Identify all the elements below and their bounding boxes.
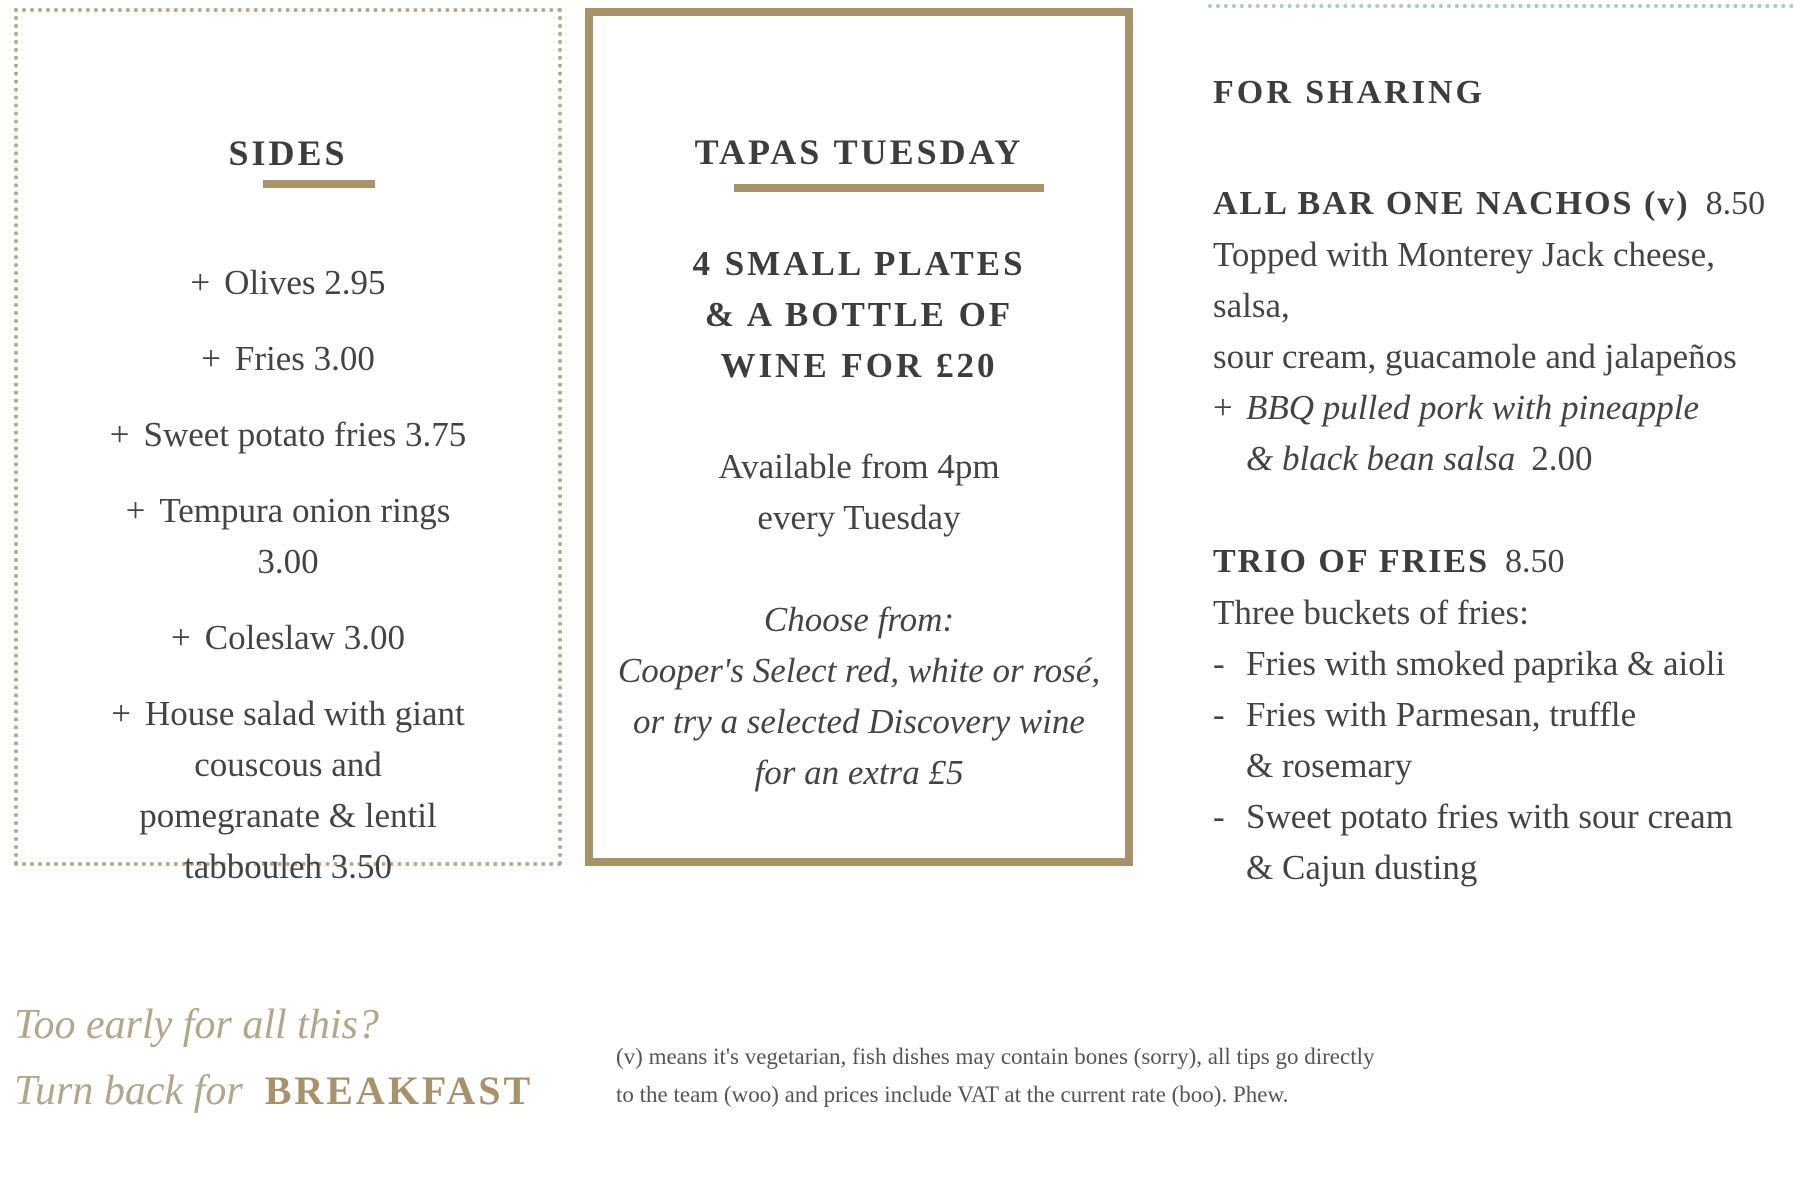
sides-list [18, 257, 558, 917]
sharing-section [1213, 70, 1793, 893]
footer-turn-back: Turn back for BREAKFAST [14, 1068, 534, 1114]
plus-icon: + [1213, 388, 1233, 427]
sides-heading: SIDES [228, 133, 348, 173]
footer-tagline: Too early for all this? [14, 1002, 379, 1048]
plus-icon: + [201, 339, 221, 378]
trio-name: TRIO OF FRIES 8.50 [1213, 543, 1565, 580]
nachos-addon: & black bean salsa 2.00 [1213, 433, 1793, 484]
tapas-panel [585, 8, 1133, 866]
sides-item: + House salad with giant couscous and pomegranate & lentil tabbouleh 3.50 [111, 694, 465, 886]
trio-item [1213, 536, 1793, 893]
breakfast-link-block [14, 992, 533, 1124]
sides-item: + Fries 3.00 [201, 339, 375, 378]
dash-icon: - [1213, 644, 1225, 683]
tapas-offer [593, 238, 1125, 391]
nachos-name: ALL BAR ONE NACHOS (v) 8.50 [1213, 185, 1766, 222]
nachos-item [1213, 178, 1793, 484]
footer-note: (v) means it's vegetarian, fish dishes may contain bones (sorry), all tips go directly to the team (woo) and prices include VAT at the current rate (boo). Phew. [616, 1044, 1375, 1107]
dash-icon: - [1213, 797, 1225, 836]
list-item-continued: & Cajun dusting [1246, 848, 1478, 887]
dash-icon: - [1213, 695, 1225, 734]
sides-item: + Sweet potato fries 3.75 [109, 415, 467, 454]
breakfast-link[interactable]: BREAKFAST [264, 1068, 534, 1113]
nachos-price: 8.50 [1705, 185, 1766, 222]
sides-heading-underline [263, 180, 375, 188]
top-dotted-divider [1208, 4, 1794, 8]
list-item: - Fries with smoked paprika & aioli [1213, 638, 1793, 689]
tapas-availability: Available from 4pm every Tuesday [718, 447, 1000, 537]
sides-item: + Olives 2.95 [190, 263, 386, 302]
list-item-continued: & rosemary [1246, 746, 1413, 785]
plus-icon: + [170, 618, 191, 657]
nachos-addon: + BBQ pulled pork with pineapple [1213, 382, 1793, 433]
sides-item: + Tempura onion rings 3.00 [125, 491, 451, 581]
trio-price: 8.50 [1505, 543, 1565, 580]
plus-icon: + [190, 263, 211, 302]
plus-icon: + [109, 415, 130, 454]
sharing-heading: FOR SHARING [1213, 74, 1485, 111]
trio-options [1213, 638, 1793, 893]
tapas-heading: TAPAS TUESDAY [694, 132, 1024, 172]
list-item: - Sweet potato fries with sour cream [1213, 791, 1793, 842]
plus-icon: + [111, 694, 131, 733]
tapas-offer-line: WINE FOR £20 [720, 346, 998, 385]
list-item: - Fries with Parmesan, truffle [1213, 689, 1793, 740]
sides-panel [14, 8, 562, 886]
sides-item: + Coleslaw 3.00 [170, 618, 405, 657]
tapas-offer-line: & A BOTTLE OF [704, 295, 1014, 334]
tapas-heading-underline [734, 184, 1044, 192]
nachos-description: Topped with Monterey Jack cheese, salsa, [1213, 235, 1715, 325]
tapas-offer-line: 4 SMALL PLATES [692, 244, 1026, 283]
tapas-wine-choice: Choose from: Cooper's Select red, white or rosé, or try a selected Discovery wine for an extra £5 [617, 600, 1101, 792]
trio-intro: Three buckets of fries: [1213, 593, 1529, 632]
nachos-description: sour cream, guacamole and jalapeños [1213, 337, 1737, 376]
plus-icon: + [125, 491, 146, 530]
nachos-addon-price: 2.00 [1531, 439, 1593, 478]
